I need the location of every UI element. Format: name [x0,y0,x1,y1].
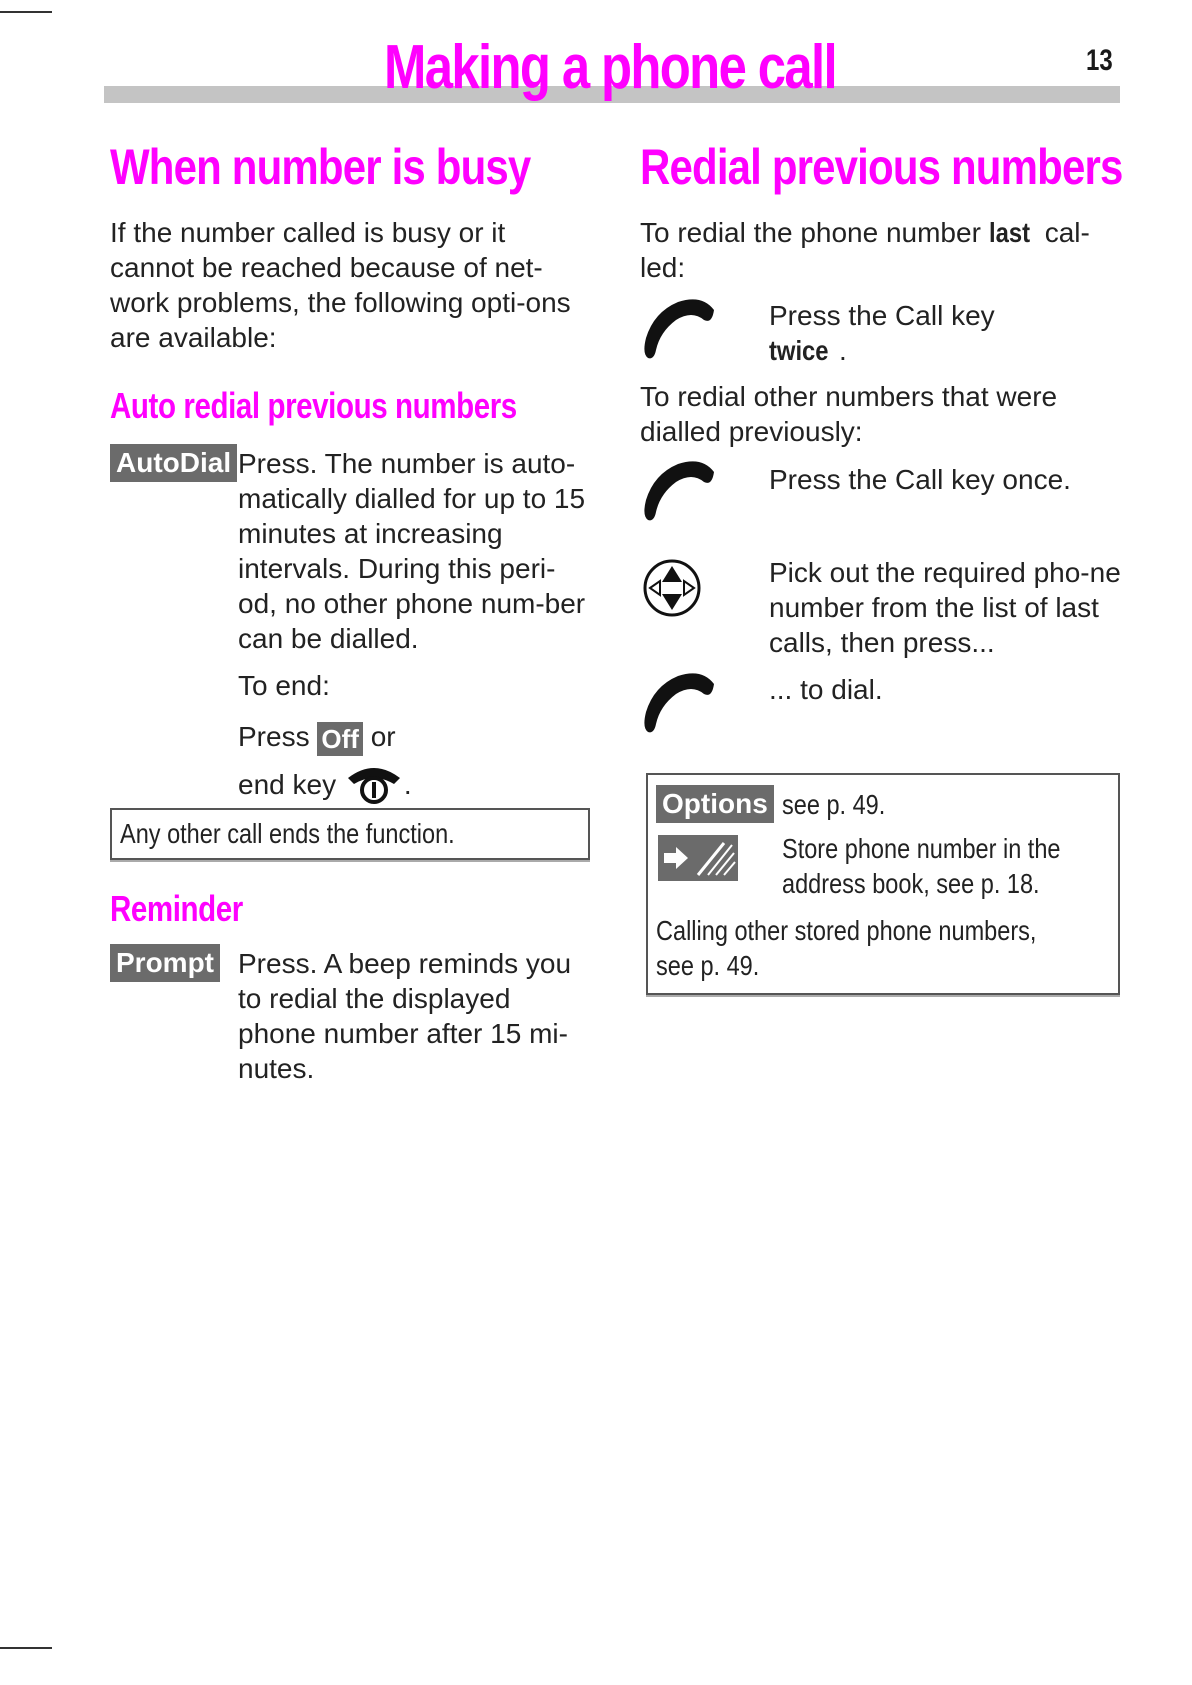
redial-intro [640,215,1120,285]
phone-handset-icon[interactable] [642,298,718,365]
redial-intro-after: cal-led: [640,217,1090,283]
or-word: or [370,721,396,752]
press-word: Press [238,721,310,752]
store-number-icon[interactable] [658,835,738,886]
step4-text: ... to dial. [769,674,883,705]
reminder-description: Press. A beep reminds you to redial the displayed phone number after 15 mi-nutes. [238,948,572,1084]
crop-mark-bottom [0,1647,52,1649]
step3-text: Pick out the required pho-ne number from the list of last calls, then press... [769,557,1121,658]
redial-intro-before: To redial the phone number [640,217,981,248]
step1-twice: twice [769,335,829,366]
navigation-key-icon[interactable] [642,558,702,623]
step1-end: . [839,335,847,366]
prompt-softkey[interactable]: Prompt [110,944,220,982]
busy-intro: If the number called is busy or it cannot be reached because of net-work problems, the following opti-ons are available: [110,217,571,353]
calling-line-1: Calling other stored phone numbers, [656,915,1037,946]
page-number: 13 [1086,44,1113,77]
other-numbers-intro: To redial other numbers that were dialled previously: [640,381,1058,447]
off-softkey[interactable]: Off [317,722,363,756]
options-softkey[interactable]: Options [656,785,774,823]
phone-handset-icon[interactable] [642,672,718,739]
function-note-box [110,808,590,860]
step1-text [769,298,1109,368]
autodial-description: Press. The number is auto-matically dialled for up to 15 minutes at increasing intervals. During this peri-od, no other phone num-ber can be dialled. [238,448,586,654]
step1-line1: Press the Call key [769,300,995,331]
options-see-page: see p. 49. [782,789,886,820]
autodial-softkey[interactable]: AutoDial [110,444,237,482]
calling-line-2: see p. 49. [656,950,760,981]
autodial-to-end: To end: [238,670,330,701]
crop-mark-top [0,11,52,13]
heading-when-busy: When number is busy [110,139,531,195]
autodial-end-instructions [238,719,588,814]
step2-text: Press the Call key once. [769,464,1071,495]
end-key-word: end key [238,769,337,800]
store-line-2: address book, see p. 18. [782,868,1040,899]
phone-handset-icon[interactable] [642,460,718,527]
function-note: Any other call ends the function. [120,818,455,849]
heading-redial: Redial previous numbers [640,139,1123,195]
store-line-1: Store phone number in the [782,833,1061,864]
page-title: Making a phone call [384,33,836,102]
end-call-icon[interactable] [344,756,404,814]
heading-auto-redial: Auto redial previous numbers [110,385,517,426]
end-period: . [403,769,412,800]
heading-reminder: Reminder [110,888,243,929]
options-box [646,773,1120,995]
redial-intro-last: last [988,217,1030,248]
